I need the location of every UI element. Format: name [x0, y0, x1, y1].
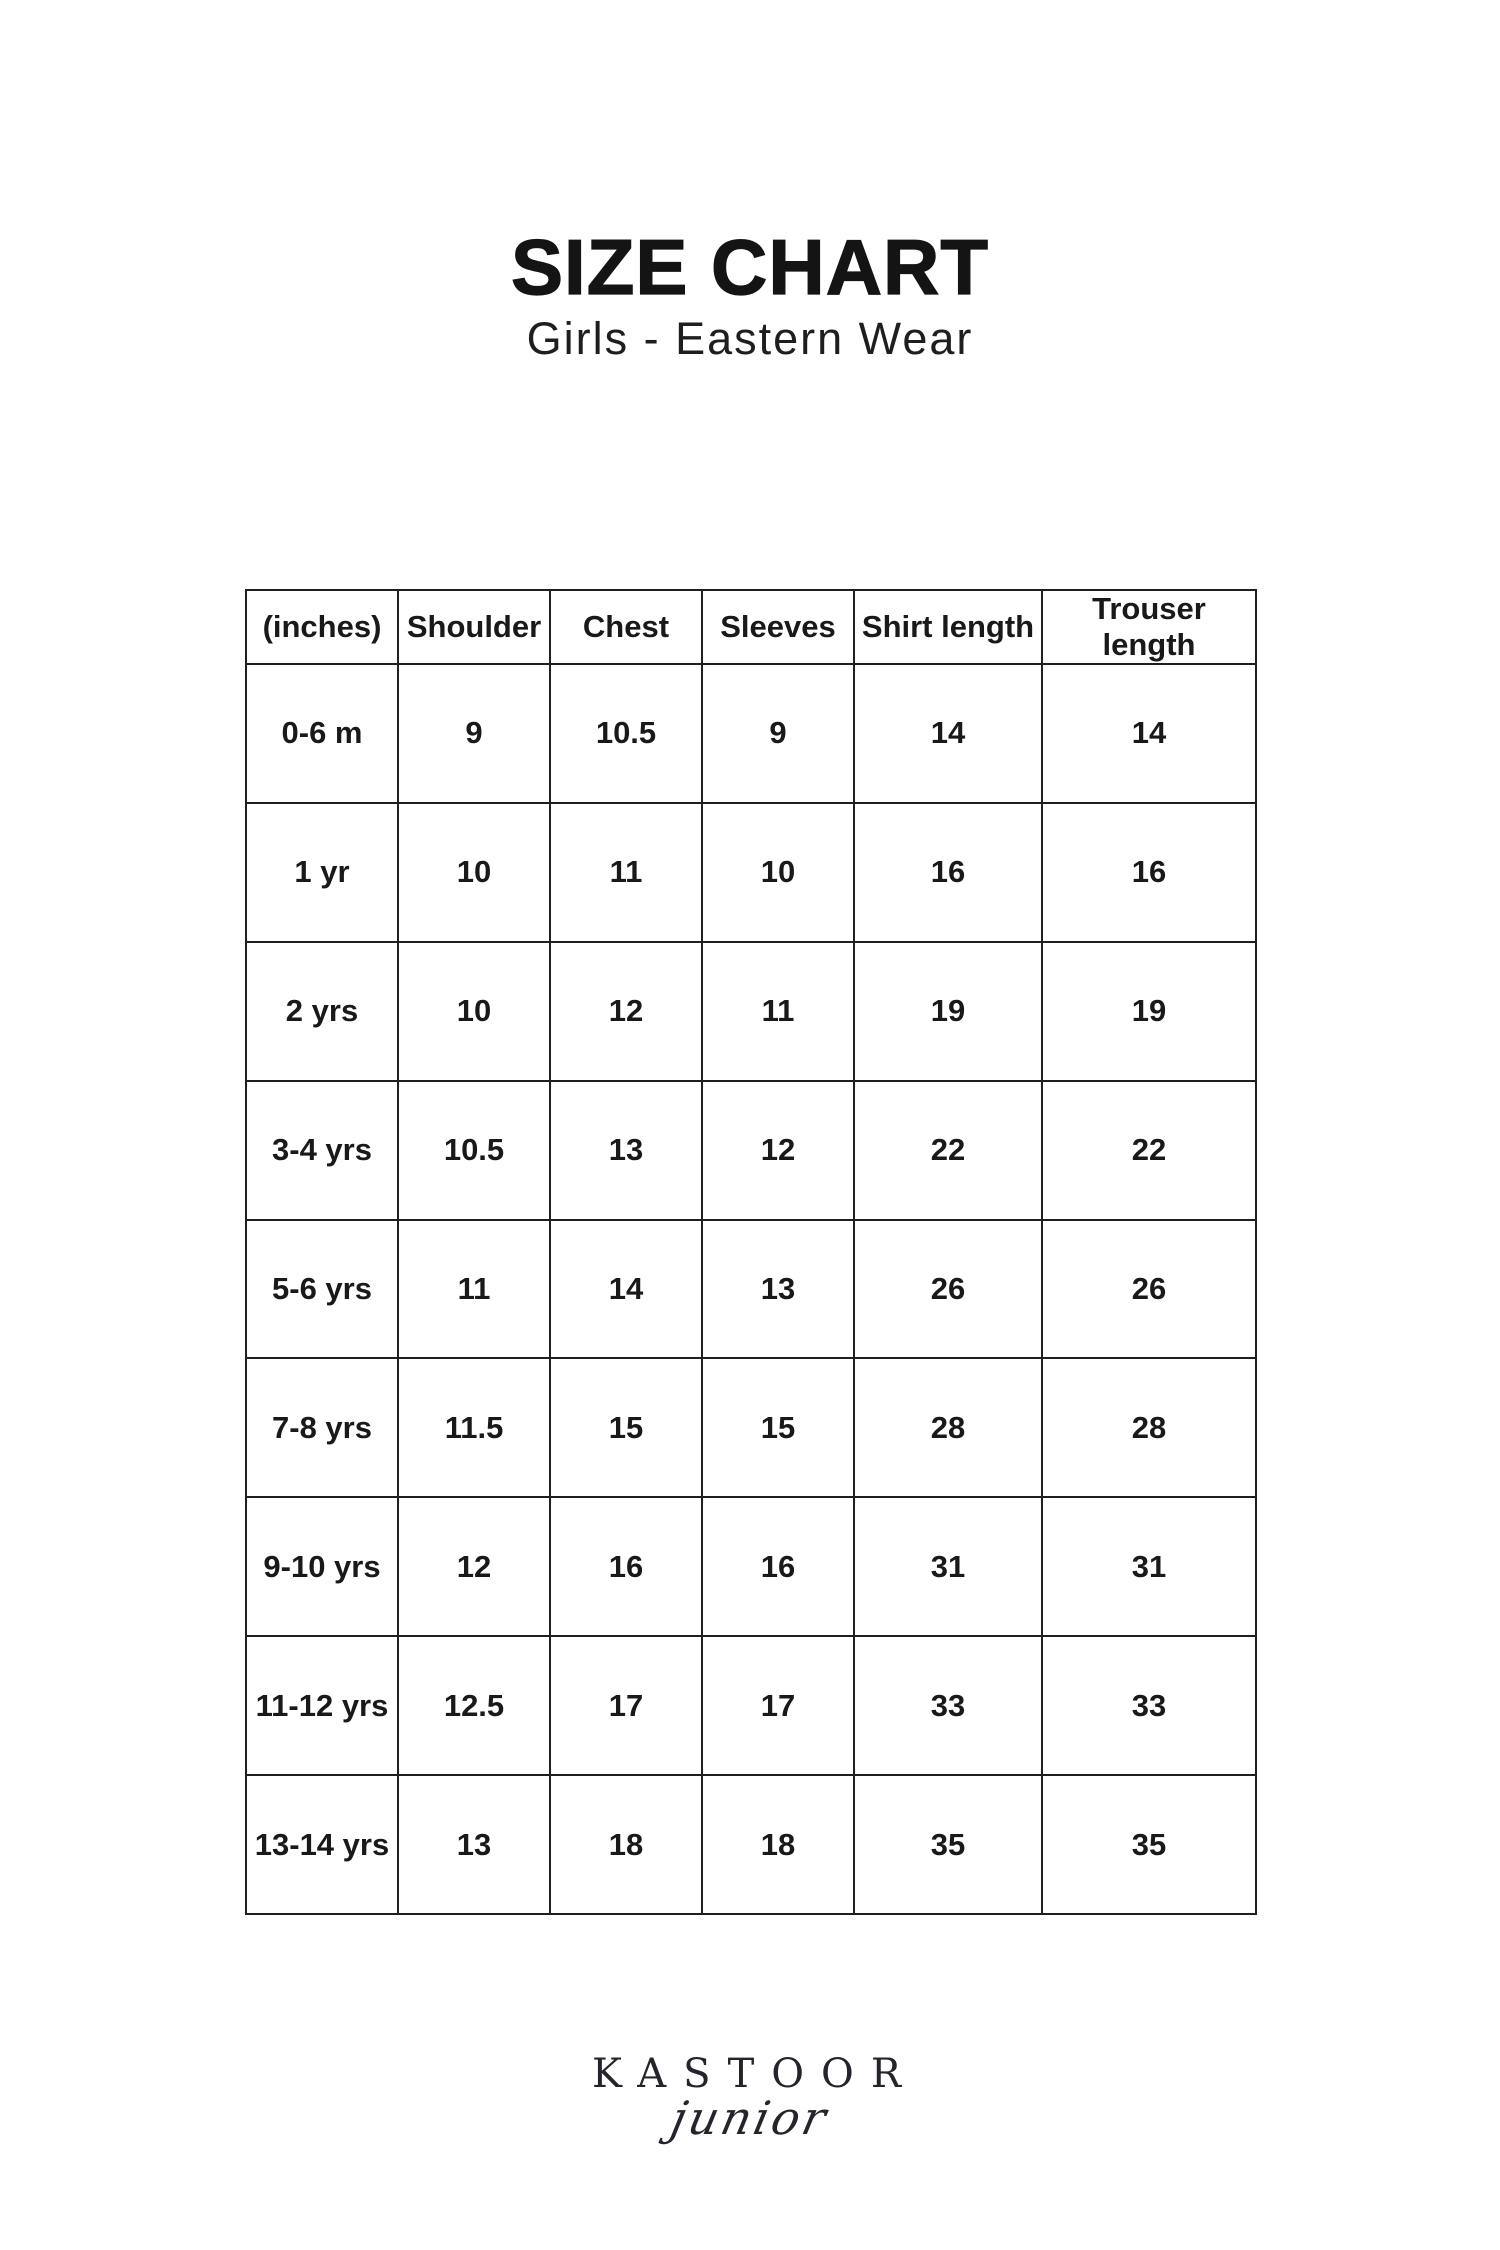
brand-logo — [0, 2051, 1500, 2145]
column-header: Sleeves — [702, 590, 854, 664]
measurement-cell: 9 — [398, 664, 550, 803]
measurement-cell: 12 — [398, 1497, 550, 1636]
measurement-cell: 14 — [854, 664, 1042, 803]
measurement-cell: 15 — [550, 1358, 702, 1497]
age-cell: 11-12 yrs — [246, 1636, 398, 1775]
measurement-cell: 16 — [1042, 803, 1256, 942]
measurement-cell: 31 — [1042, 1497, 1256, 1636]
measurement-cell: 10 — [702, 803, 854, 942]
age-cell: 13-14 yrs — [246, 1775, 398, 1914]
table-row — [246, 942, 1256, 1081]
measurement-cell: 35 — [854, 1775, 1042, 1914]
measurement-cell: 12.5 — [398, 1636, 550, 1775]
measurement-cell: 11 — [550, 803, 702, 942]
measurement-cell: 9 — [702, 664, 854, 803]
measurement-cell: 11 — [702, 942, 854, 1081]
measurement-cell: 33 — [854, 1636, 1042, 1775]
measurement-cell: 19 — [1042, 942, 1256, 1081]
measurement-cell: 10 — [398, 803, 550, 942]
measurement-cell: 11.5 — [398, 1358, 550, 1497]
table-row — [246, 1358, 1256, 1497]
table-row — [246, 803, 1256, 942]
page-subtitle: Girls - Eastern Wear — [526, 313, 974, 364]
measurement-cell: 28 — [854, 1358, 1042, 1497]
brand-name: KASTOOR — [592, 2051, 918, 2097]
column-header: Shoulder — [398, 590, 550, 664]
table-row — [246, 1775, 1256, 1914]
measurement-cell: 12 — [550, 942, 702, 1081]
page-title: SIZE CHART — [511, 223, 989, 312]
table-row — [246, 1081, 1256, 1220]
measurement-cell: 16 — [550, 1497, 702, 1636]
measurement-cell: 14 — [550, 1220, 702, 1359]
measurement-cell: 15 — [702, 1358, 854, 1497]
age-cell: 0-6 m — [246, 664, 398, 803]
table-row — [246, 1220, 1256, 1359]
measurement-cell: 10 — [398, 942, 550, 1081]
measurement-cell: 28 — [1042, 1358, 1256, 1497]
measurement-cell: 18 — [702, 1775, 854, 1914]
table-row — [246, 1636, 1256, 1775]
unit-column-header: (inches) — [246, 590, 398, 664]
measurement-cell: 16 — [702, 1497, 854, 1636]
measurement-cell: 13 — [702, 1220, 854, 1359]
measurement-cell: 26 — [1042, 1220, 1256, 1359]
size-table-header-row — [246, 590, 1256, 664]
measurement-cell: 10.5 — [398, 1081, 550, 1220]
measurement-cell: 22 — [854, 1081, 1042, 1220]
measurement-cell: 17 — [702, 1636, 854, 1775]
measurement-cell: 22 — [1042, 1081, 1256, 1220]
age-cell: 3-4 yrs — [246, 1081, 398, 1220]
measurement-cell: 18 — [550, 1775, 702, 1914]
measurement-cell: 12 — [702, 1081, 854, 1220]
measurement-cell: 16 — [854, 803, 1042, 942]
size-table — [245, 589, 1257, 1915]
table-row — [246, 1497, 1256, 1636]
measurement-cell: 13 — [398, 1775, 550, 1914]
size-table-header — [246, 590, 1256, 664]
age-cell: 9-10 yrs — [246, 1497, 398, 1636]
age-cell: 7-8 yrs — [246, 1358, 398, 1497]
measurement-cell: 17 — [550, 1636, 702, 1775]
column-header: Trouser length — [1042, 590, 1256, 664]
measurement-cell: 19 — [854, 942, 1042, 1081]
measurement-cell: 26 — [854, 1220, 1042, 1359]
measurement-cell: 35 — [1042, 1775, 1256, 1914]
size-table-body — [246, 664, 1256, 1914]
column-header: Chest — [550, 590, 702, 664]
measurement-cell: 11 — [398, 1220, 550, 1359]
measurement-cell: 31 — [854, 1497, 1042, 1636]
measurement-cell: 33 — [1042, 1636, 1256, 1775]
brand-script: junior — [666, 2091, 834, 2145]
measurement-cell: 10.5 — [550, 664, 702, 803]
age-cell: 2 yrs — [246, 942, 398, 1081]
measurement-cell: 13 — [550, 1081, 702, 1220]
table-row — [246, 664, 1256, 803]
column-header: Shirt length — [854, 590, 1042, 664]
age-cell: 5-6 yrs — [246, 1220, 398, 1359]
age-cell: 1 yr — [246, 803, 398, 942]
measurement-cell: 14 — [1042, 664, 1256, 803]
